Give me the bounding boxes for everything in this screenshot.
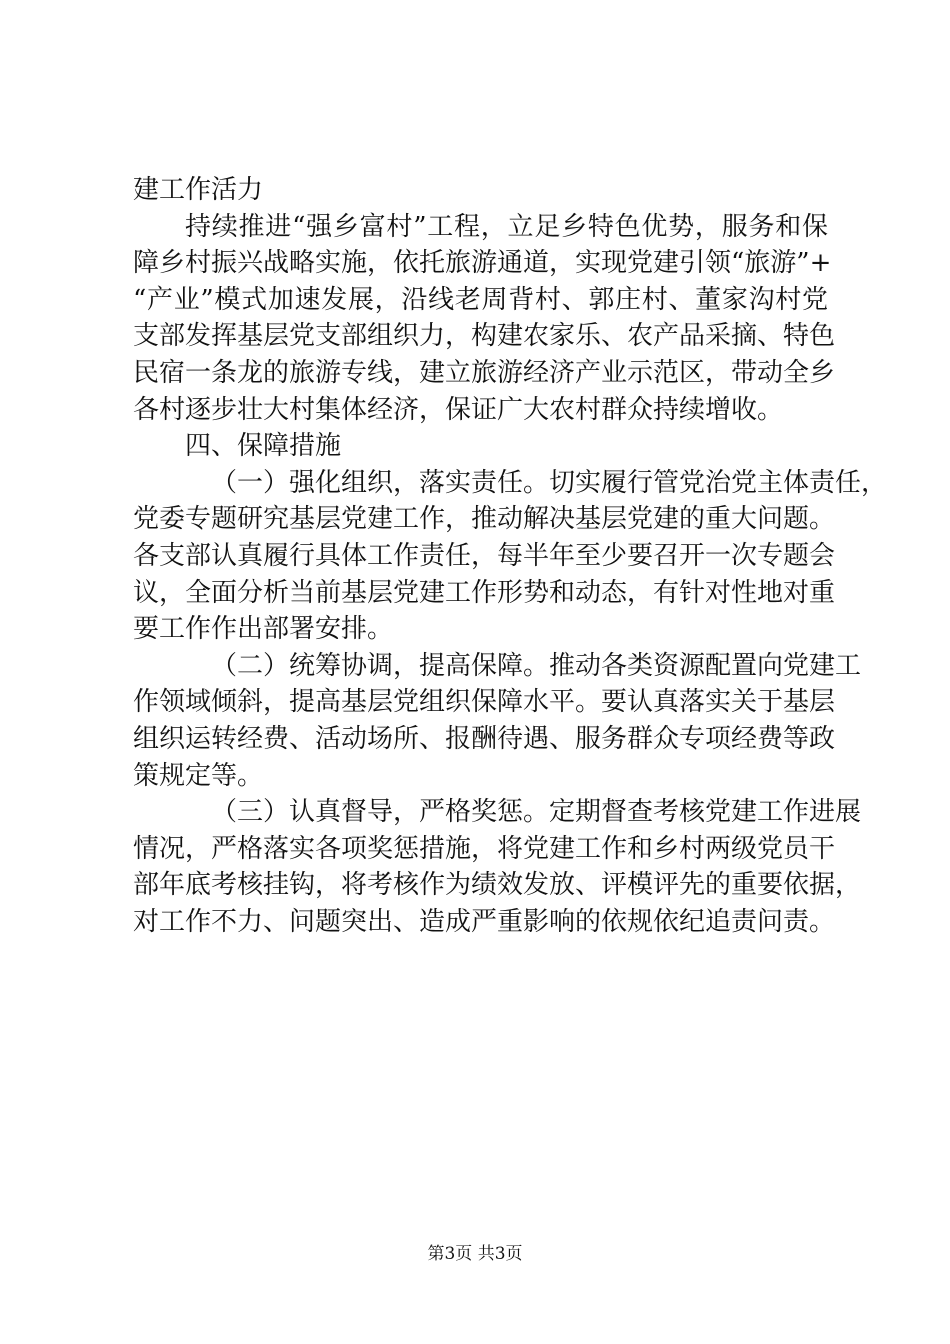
text-line: 要工作作出部署安排。 (133, 614, 394, 645)
paragraph-first-line: （二）统筹协调，提高保障。推动各类资源配置向党建工 (211, 650, 862, 681)
text-line: “产业”模式加速发展，沿线老周背村、郭庄村、董家沟村党 (133, 284, 828, 315)
text-line: 作领域倾斜，提高基层党组织保障水平。要认真落实关于基层 (133, 687, 836, 718)
text-line: 组织运转经费、活动场所、报酬待遇、服务群众专项经费等政 (133, 723, 836, 754)
paragraph-first-line: （三）认真督导，严格奖惩。定期督查考核党建工作进展 (211, 797, 862, 828)
text-line: 党委专题研究基层党建工作，推动解决基层党建的重大问题。 (133, 504, 836, 535)
text-line: 各村逐步壮大村集体经济，保证广大农村群众持续增收。 (133, 394, 784, 425)
text-line: 支部发挥基层党支部组织力，构建农家乐、农产品采摘、特色 (133, 321, 836, 352)
text-line: 建工作活力 (133, 175, 264, 205)
text-line: 对工作不力、问题突出、造成严重影响的依规依纪追责问责。 (133, 906, 836, 937)
paragraph-first-line: 持续推进“强乡富村”工程，立足乡特色优势，服务和保 (185, 211, 828, 242)
text-line: 障乡村振兴战略实施，依托旅游通道，实现党建引领“旅游”+ (133, 248, 832, 279)
section-heading: 四、保障措施 (185, 431, 342, 462)
text-line: 策规定等。 (133, 760, 264, 791)
text-line: 各支部认真履行具体工作责任，每半年至少要召开一次专题会 (133, 540, 836, 571)
text-line: 民宿一条龙的旅游专线，建立旅游经济产业示范区，带动全乡 (133, 357, 836, 388)
text-line: 情况，严格落实各项奖惩措施，将党建工作和乡村两级党员干 (133, 833, 836, 864)
document-body (133, 172, 888, 940)
page-number-footer: 第3页 共3页 (427, 1244, 523, 1264)
text-line: 议，全面分析当前基层党建工作形势和动态，有针对性地对重 (133, 577, 836, 608)
paragraph-first-line: （一）强化组织，落实责任。切实履行管党治党主体责任， (211, 467, 888, 498)
text-line: 部年底考核挂钩，将考核作为绩效发放、评模评先的重要依据， (133, 870, 862, 901)
